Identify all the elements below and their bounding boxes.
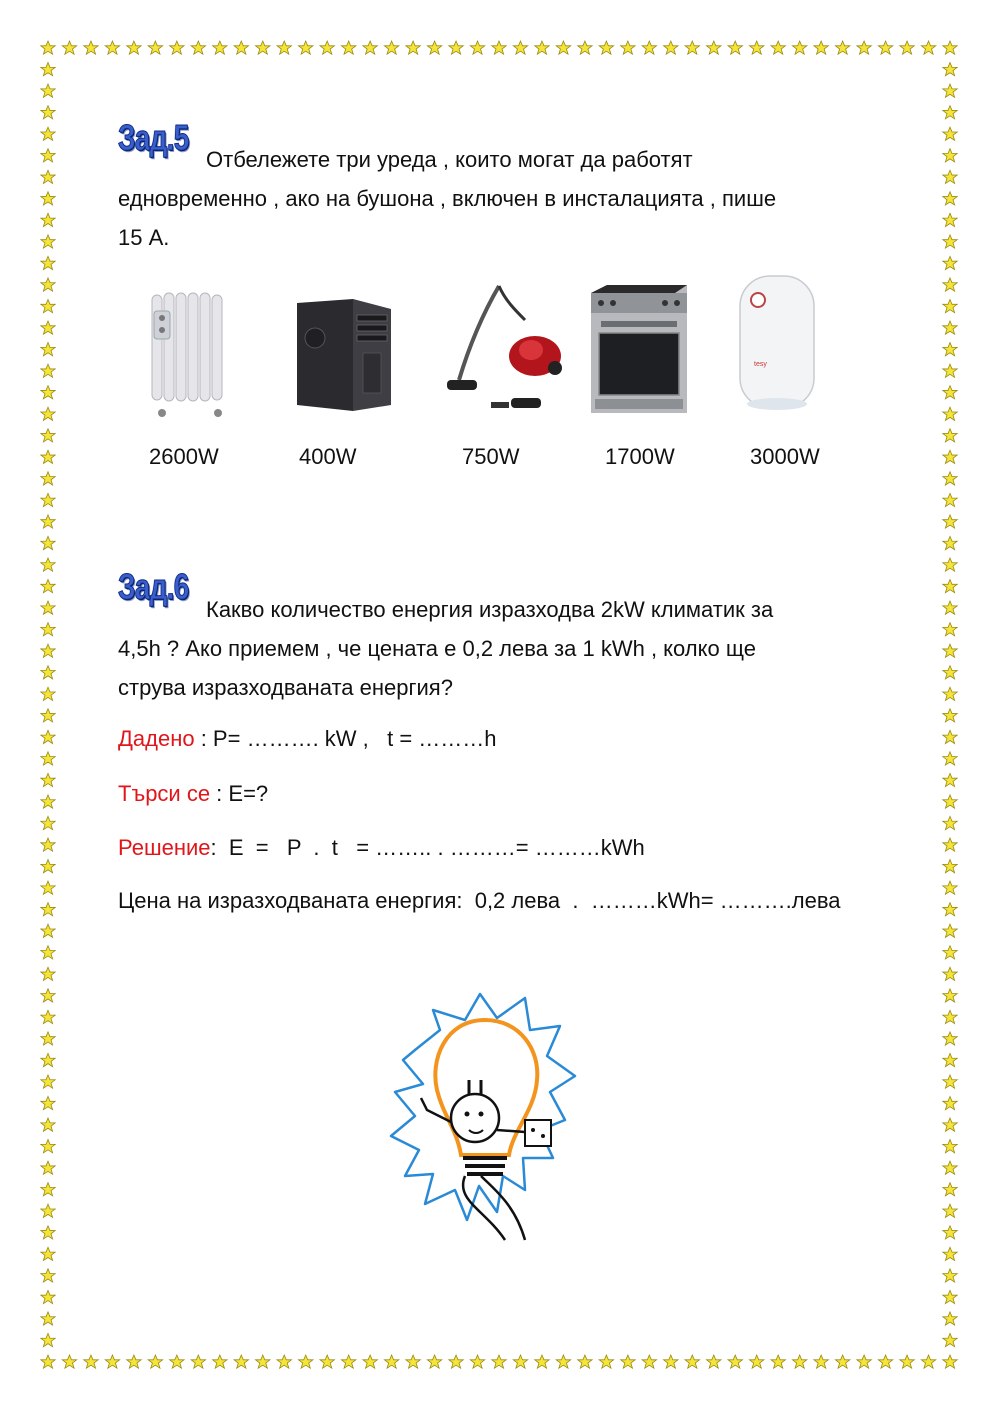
border-star xyxy=(943,213,957,226)
border-star xyxy=(513,1355,527,1368)
border-star xyxy=(943,1183,957,1196)
electric-stove-icon xyxy=(585,283,695,420)
border-star xyxy=(599,1355,613,1368)
border-star xyxy=(642,41,656,54)
svg-text:tesy: tesy xyxy=(754,361,767,368)
border-star xyxy=(41,407,55,420)
given-text: : P= ………. kW , t = ………h xyxy=(194,726,497,751)
power-label-heater: 3000W xyxy=(750,444,820,469)
border-star xyxy=(41,644,55,657)
border-star xyxy=(363,41,377,54)
border-star xyxy=(943,343,957,356)
border-star xyxy=(943,1140,957,1153)
border-star xyxy=(513,41,527,54)
border-star xyxy=(41,924,55,937)
border-star xyxy=(535,41,549,54)
border-star xyxy=(943,1269,957,1282)
border-star xyxy=(41,752,55,765)
find-label: Търси се xyxy=(118,781,211,806)
border-star xyxy=(835,1355,849,1368)
border-star xyxy=(943,881,957,894)
border-star xyxy=(921,41,935,54)
border-star xyxy=(492,1355,506,1368)
border-star xyxy=(41,1161,55,1174)
water-heater-icon xyxy=(728,272,828,417)
border-star xyxy=(943,429,957,442)
border-star xyxy=(41,989,55,1002)
border-star xyxy=(943,1010,957,1023)
border-star xyxy=(41,536,55,549)
border-star xyxy=(943,299,957,312)
border-star xyxy=(41,773,55,786)
border-star xyxy=(41,1032,55,1045)
border-star xyxy=(427,1355,441,1368)
border-star xyxy=(857,41,871,54)
border-star xyxy=(320,1355,334,1368)
border-star xyxy=(84,41,98,54)
border-star xyxy=(41,601,55,614)
border-star xyxy=(943,278,957,291)
border-star xyxy=(943,967,957,980)
border-star xyxy=(943,730,957,743)
border-star xyxy=(41,1204,55,1217)
border-star xyxy=(41,1010,55,1023)
border-star xyxy=(492,41,506,54)
price-line: Цена на изразходваната енергия: 0,2 лева . ………kWh= ……….лева xyxy=(118,888,841,913)
border-star xyxy=(707,41,721,54)
border-star xyxy=(41,63,55,76)
border-star xyxy=(41,149,55,162)
border-star xyxy=(943,127,957,140)
border-star xyxy=(449,41,463,54)
border-star xyxy=(943,450,957,463)
task5-line1: Отбележете три уреда , които могат да работят xyxy=(206,147,693,172)
border-star xyxy=(363,1355,377,1368)
border-star xyxy=(857,1355,871,1368)
border-star xyxy=(41,1183,55,1196)
given-line xyxy=(118,726,497,752)
border-star xyxy=(41,343,55,356)
border-star xyxy=(41,256,55,269)
border-star xyxy=(41,235,55,248)
border-star xyxy=(41,429,55,442)
border-star xyxy=(943,536,957,549)
border-star xyxy=(943,924,957,937)
border-star xyxy=(750,41,764,54)
border-star xyxy=(943,235,957,248)
border-star xyxy=(41,860,55,873)
border-star xyxy=(41,1097,55,1110)
border-star xyxy=(943,1118,957,1131)
task6-line2: 4,5h ? Ако приемем , че цената е 0,2 лева за 1 kWh , колко ще xyxy=(118,636,756,661)
border-star xyxy=(835,41,849,54)
desktop-computer-icon xyxy=(283,293,403,418)
border-star xyxy=(234,41,248,54)
border-star xyxy=(728,41,742,54)
border-star xyxy=(41,1269,55,1282)
border-star xyxy=(664,41,678,54)
border-star xyxy=(41,213,55,226)
border-star xyxy=(535,1355,549,1368)
border-star xyxy=(943,989,957,1002)
border-star xyxy=(449,1355,463,1368)
task6-text xyxy=(118,590,878,707)
border-star xyxy=(41,967,55,980)
border-star xyxy=(943,687,957,700)
border-star xyxy=(943,256,957,269)
border-star xyxy=(943,493,957,506)
border-star xyxy=(41,730,55,743)
border-star xyxy=(41,472,55,485)
border-star xyxy=(943,149,957,162)
border-star xyxy=(41,299,55,312)
border-star xyxy=(341,41,355,54)
border-star xyxy=(105,41,119,54)
border-star xyxy=(943,946,957,959)
border-star xyxy=(792,1355,806,1368)
border-star xyxy=(943,644,957,657)
border-star xyxy=(470,41,484,54)
given-label: Дадено xyxy=(118,726,195,751)
border-star xyxy=(320,41,334,54)
border-star xyxy=(599,41,613,54)
border-star xyxy=(878,41,892,54)
border-star xyxy=(299,41,313,54)
power-label-computer: 400W xyxy=(299,444,357,469)
border-star xyxy=(943,773,957,786)
oil-radiator-icon xyxy=(140,285,230,420)
border-star xyxy=(299,1355,313,1368)
border-star xyxy=(41,493,55,506)
border-star xyxy=(41,666,55,679)
border-star xyxy=(127,1355,141,1368)
border-star xyxy=(750,1355,764,1368)
border-star xyxy=(943,601,957,614)
border-star xyxy=(427,41,441,54)
border-star xyxy=(41,1247,55,1260)
border-star xyxy=(943,84,957,97)
border-star xyxy=(170,41,184,54)
border-star xyxy=(814,1355,828,1368)
border-star xyxy=(707,1355,721,1368)
border-star xyxy=(943,623,957,636)
power-label-radiator: 2600W xyxy=(149,444,219,469)
border-star xyxy=(41,41,55,54)
border-star xyxy=(578,1355,592,1368)
lightbulb-cartoon-icon xyxy=(385,990,585,1250)
solution-line xyxy=(118,835,645,861)
border-star xyxy=(943,580,957,593)
border-star xyxy=(943,903,957,916)
border-star xyxy=(384,41,398,54)
border-star xyxy=(41,1053,55,1066)
border-star xyxy=(943,816,957,829)
border-star xyxy=(62,41,76,54)
border-star xyxy=(41,558,55,571)
border-star xyxy=(41,881,55,894)
border-star xyxy=(943,515,957,528)
power-label-stove: 1700W xyxy=(605,444,675,469)
border-star xyxy=(621,1355,635,1368)
border-star xyxy=(41,192,55,205)
border-star xyxy=(771,41,785,54)
border-star xyxy=(277,41,291,54)
border-star xyxy=(41,278,55,291)
border-star xyxy=(384,1355,398,1368)
power-label-vacuum: 750W xyxy=(462,444,520,469)
border-star xyxy=(900,1355,914,1368)
border-star xyxy=(578,41,592,54)
border-star xyxy=(943,1290,957,1303)
border-star xyxy=(213,41,227,54)
border-star xyxy=(41,580,55,593)
task6-line1: Какво количество енергия изразходва 2kW климатик за xyxy=(206,597,774,622)
border-star xyxy=(41,816,55,829)
find-text: : E=? xyxy=(210,781,269,806)
border-star xyxy=(170,1355,184,1368)
border-star xyxy=(943,407,957,420)
border-star xyxy=(234,1355,248,1368)
border-star xyxy=(41,623,55,636)
task5-line3: 15 А. xyxy=(118,225,170,250)
vacuum-cleaner-icon xyxy=(445,280,575,420)
border-star xyxy=(943,192,957,205)
border-star xyxy=(943,1333,957,1346)
border-star xyxy=(556,1355,570,1368)
border-star xyxy=(341,1355,355,1368)
border-star xyxy=(728,1355,742,1368)
border-star xyxy=(41,364,55,377)
border-star xyxy=(277,1355,291,1368)
border-star xyxy=(943,1355,957,1368)
border-star xyxy=(943,1161,957,1174)
border-star xyxy=(470,1355,484,1368)
border-star xyxy=(213,1355,227,1368)
border-star xyxy=(105,1355,119,1368)
border-star xyxy=(191,1355,205,1368)
border-star xyxy=(771,1355,785,1368)
border-star xyxy=(41,106,55,119)
border-star xyxy=(943,170,957,183)
border-star xyxy=(191,41,205,54)
border-star xyxy=(41,170,55,183)
border-star xyxy=(943,106,957,119)
border-star xyxy=(41,795,55,808)
border-star xyxy=(943,558,957,571)
border-star xyxy=(943,41,957,54)
border-star xyxy=(41,946,55,959)
border-star xyxy=(41,1290,55,1303)
task5-line2: едновременно , ако на бушона , включен в инсталацията , пише xyxy=(118,186,777,211)
border-star xyxy=(41,709,55,722)
border-star xyxy=(621,41,635,54)
border-star xyxy=(943,1053,957,1066)
border-star xyxy=(41,1226,55,1239)
border-star xyxy=(943,666,957,679)
border-star xyxy=(943,1032,957,1045)
border-star xyxy=(943,1204,957,1217)
border-star xyxy=(41,1312,55,1325)
border-star xyxy=(41,84,55,97)
border-star xyxy=(41,515,55,528)
border-star xyxy=(664,1355,678,1368)
border-star xyxy=(943,752,957,765)
border-star xyxy=(943,63,957,76)
border-star xyxy=(642,1355,656,1368)
border-star xyxy=(943,386,957,399)
border-star xyxy=(943,321,957,334)
solution-label: Решение xyxy=(118,835,211,860)
border-star xyxy=(41,386,55,399)
border-star xyxy=(943,838,957,851)
border-star xyxy=(814,41,828,54)
border-star xyxy=(943,860,957,873)
border-star xyxy=(943,1247,957,1260)
border-star xyxy=(943,1312,957,1325)
border-star xyxy=(900,41,914,54)
border-star xyxy=(878,1355,892,1368)
border-star xyxy=(406,1355,420,1368)
border-star xyxy=(943,472,957,485)
solution-text: : E = P . t = …….. . ………= ………kWh xyxy=(210,835,645,860)
border-star xyxy=(41,903,55,916)
border-star xyxy=(84,1355,98,1368)
border-star xyxy=(41,450,55,463)
border-star xyxy=(41,1075,55,1088)
border-star xyxy=(256,1355,270,1368)
border-star xyxy=(556,41,570,54)
task6-line3: струва изразходваната енергия? xyxy=(118,675,453,700)
border-star xyxy=(41,321,55,334)
border-star xyxy=(943,1097,957,1110)
task5-label: Зад.5 xyxy=(118,117,189,158)
border-star xyxy=(256,41,270,54)
border-star xyxy=(41,838,55,851)
border-star xyxy=(406,41,420,54)
border-star xyxy=(127,41,141,54)
border-star xyxy=(943,1226,957,1239)
border-star xyxy=(41,1333,55,1346)
task5-text xyxy=(118,140,878,257)
border-star xyxy=(685,1355,699,1368)
task6-label: Зад.6 xyxy=(118,566,189,607)
border-star xyxy=(41,1140,55,1153)
border-star xyxy=(943,364,957,377)
find-line xyxy=(118,781,268,807)
border-star xyxy=(792,41,806,54)
border-star xyxy=(41,1118,55,1131)
border-star xyxy=(41,1355,55,1368)
border-star xyxy=(62,1355,76,1368)
border-star xyxy=(921,1355,935,1368)
border-star xyxy=(943,709,957,722)
border-star xyxy=(148,1355,162,1368)
border-star xyxy=(943,795,957,808)
border-star xyxy=(148,41,162,54)
border-star xyxy=(943,1075,957,1088)
border-star xyxy=(685,41,699,54)
border-star xyxy=(41,687,55,700)
border-star xyxy=(41,127,55,140)
